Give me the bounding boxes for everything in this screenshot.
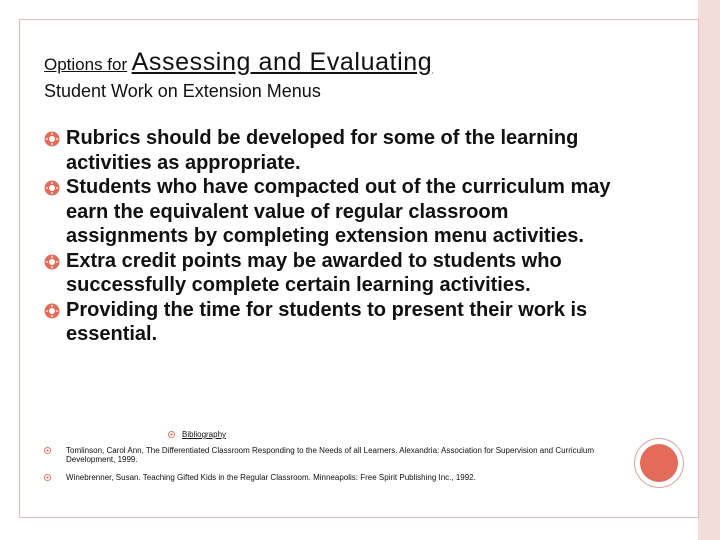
right-accent-strip xyxy=(698,0,720,540)
bullet-item xyxy=(44,249,619,298)
sun-bullet-icon xyxy=(44,303,60,319)
title-line-1 xyxy=(44,48,432,77)
bullet-list xyxy=(44,126,619,347)
title-prefix: Options for xyxy=(44,55,128,74)
bibliography-text: Winebrenner, Susan. Teaching Gifted Kids in the Regular Classroom. Minneapolis: Free Spirit Publishing Inc., 1992. xyxy=(66,473,476,482)
sun-bullet-icon xyxy=(44,131,60,147)
bibliography-heading: Bibliography xyxy=(182,430,227,439)
bullet-item xyxy=(44,126,619,175)
slide-title xyxy=(44,48,432,102)
bullet-item xyxy=(44,298,619,347)
bullet-text: Rubrics should be developed for some of the learning activities as appropriate. xyxy=(66,127,579,174)
frame-top-line xyxy=(19,19,699,20)
title-line-2: Student Work on Extension Menus xyxy=(44,81,321,101)
sun-bullet-icon xyxy=(44,180,60,196)
title-emphasis: Assessing and Evaluating xyxy=(131,48,433,76)
bullet-text: Students who have compacted out of the curriculum may earn the equivalent value of regular classroom assignments by completing extension menu activities. xyxy=(66,176,611,247)
orb-decoration xyxy=(640,444,678,482)
frame-right-line xyxy=(698,19,699,518)
sun-bullet-icon xyxy=(44,447,51,454)
sun-bullet-icon xyxy=(44,254,60,270)
frame-bottom-line xyxy=(19,517,699,518)
bibliography-list xyxy=(44,446,629,491)
bullet-text: Providing the time for students to present their work is essential. xyxy=(66,298,588,345)
bibliography-entry xyxy=(44,473,629,482)
bibliography-text: Tomlinson, Carol Ann, The Differentiated Classroom Responding to the Needs of all Learners. Alexandria: Association for Supervision and Curriculum Development, 1999. xyxy=(66,446,594,464)
bibliography-entry xyxy=(44,446,629,464)
frame-left-line xyxy=(19,19,20,518)
sun-bullet-icon xyxy=(44,474,51,481)
bullet-text: Extra credit points may be awarded to students who successfully complete certain learning activities. xyxy=(66,249,562,296)
sun-bullet-icon xyxy=(168,431,175,438)
bullet-item xyxy=(44,175,619,249)
